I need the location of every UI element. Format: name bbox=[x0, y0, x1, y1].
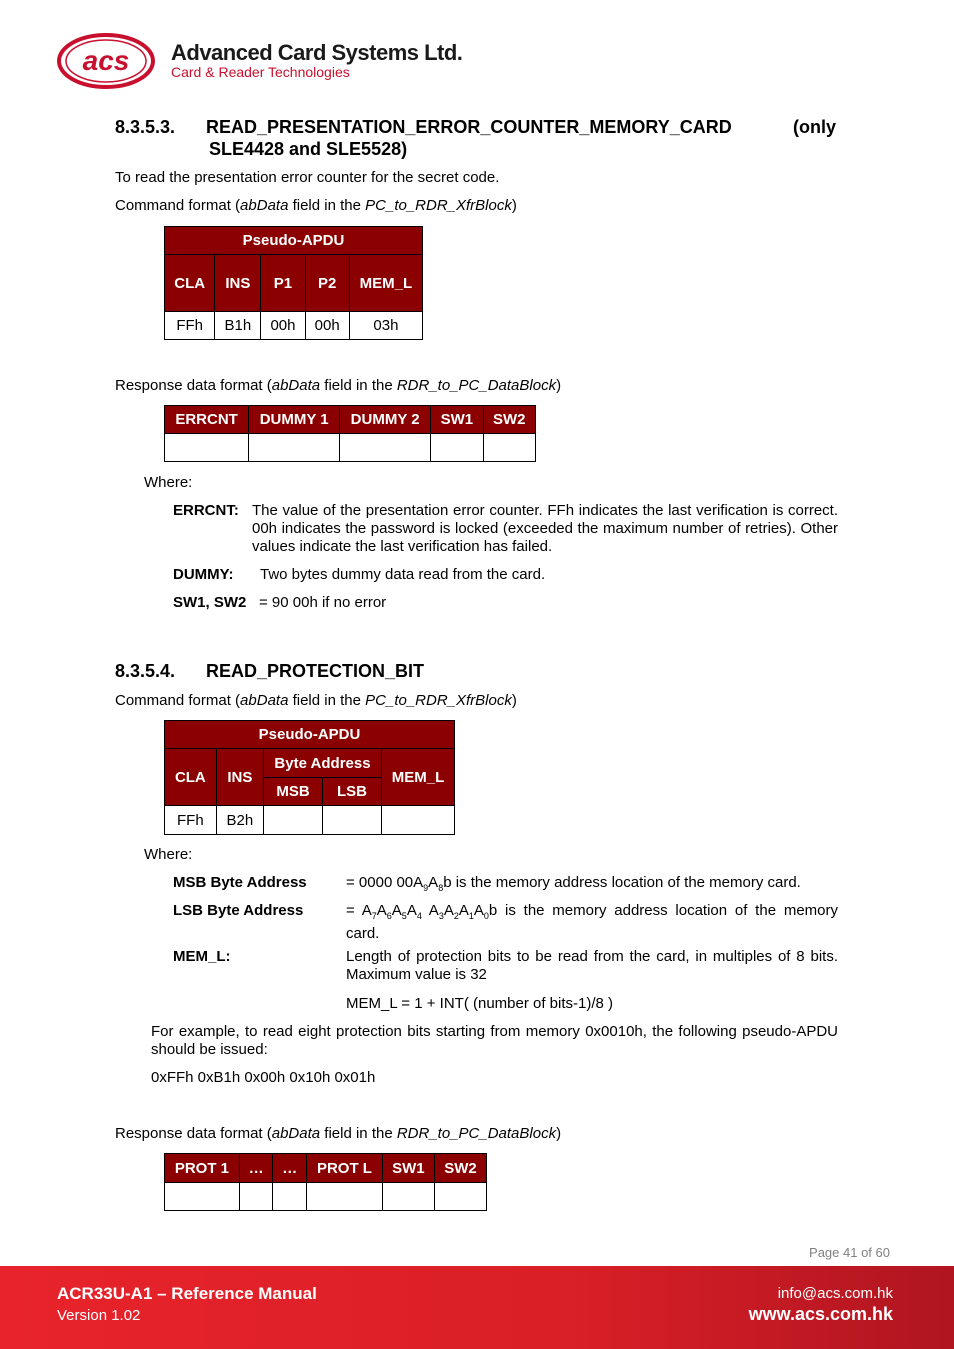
table-caption: Pseudo-APDU bbox=[165, 721, 455, 749]
table-header: PROT L bbox=[307, 1154, 383, 1183]
section-title-line2: SLE4428 and SLE5528) bbox=[209, 139, 408, 159]
footer-bar bbox=[0, 1266, 954, 1349]
page-number: Page 41 of 60 bbox=[809, 1245, 890, 1260]
errcnt-description: The value of the presentation error counter. FFh indicates the last verification is correct. 00h indicates the password is locked (exceeded the maximum number of retries). Other values indicate the last verification has failed. bbox=[252, 502, 838, 555]
table-header: P2 bbox=[305, 255, 349, 312]
response-format-text: Response data format (abData field in the RDR_to_PC_DataBlock) bbox=[115, 1125, 562, 1142]
table-cell bbox=[431, 434, 483, 462]
table-cell bbox=[165, 434, 249, 462]
logo-text: acs bbox=[82, 45, 130, 76]
company-tagline: Card & Reader Technologies bbox=[171, 64, 350, 80]
meml-term: MEM_L: bbox=[173, 948, 231, 965]
table-header: MSB bbox=[264, 778, 323, 806]
table-cell bbox=[434, 1183, 486, 1211]
section-number: 8.3.5.4. bbox=[115, 661, 176, 681]
table-header: SW2 bbox=[483, 406, 535, 434]
footer-email[interactable]: info@acs.com.hk bbox=[777, 1285, 893, 1302]
footer-website[interactable]: www.acs.com.hk bbox=[748, 1304, 893, 1324]
msb-description: = 0000 $00A_9A_8b$ is the memory address location of the memory card. bbox=[346, 874, 801, 893]
where-label: Where: bbox=[144, 846, 193, 863]
table-cell: 00h bbox=[305, 312, 349, 340]
lsb-term: LSB Byte Address bbox=[173, 902, 304, 919]
table-header: LSB bbox=[323, 778, 382, 806]
errcnt-term: ERRCNT: bbox=[173, 502, 239, 519]
example-text: For example, to read eight protection bits starting from memory 0x0010h, the following pseudo-APDU should be issued: bbox=[151, 1023, 838, 1058]
table-cell bbox=[382, 806, 455, 835]
table-header: ERRCNT bbox=[165, 406, 249, 434]
table-cell bbox=[273, 1183, 307, 1211]
section-title: READ_PROTECTION_BIT bbox=[206, 661, 425, 681]
sw-term: SW1, SW2 bbox=[173, 594, 247, 611]
table-cell bbox=[307, 1183, 383, 1211]
table-cell: FFh bbox=[165, 806, 217, 835]
table-cell bbox=[323, 806, 382, 835]
section-number: 8.3.5.3. bbox=[115, 117, 176, 137]
table-cell: B2h bbox=[216, 806, 263, 835]
table-cell bbox=[165, 1183, 240, 1211]
table-header: SW2 bbox=[434, 1154, 486, 1183]
table-header: SW1 bbox=[431, 406, 483, 434]
table-header: MEM_L bbox=[382, 749, 455, 806]
where-label: Where: bbox=[144, 474, 193, 491]
table-header: DUMMY 1 bbox=[249, 406, 340, 434]
sw-description: = 90 00h if no error bbox=[259, 594, 387, 611]
response-table bbox=[164, 1153, 487, 1211]
table-header: INS bbox=[215, 255, 261, 312]
table-cell: FFh bbox=[165, 312, 215, 340]
response-format-text: Response data format (abData field in the RDR_to_PC_DataBlock) bbox=[115, 377, 562, 394]
table-cell bbox=[249, 434, 340, 462]
table-header: … bbox=[239, 1154, 273, 1183]
document-version: Version 1.02 bbox=[57, 1307, 141, 1324]
table-header: PROT 1 bbox=[165, 1154, 240, 1183]
table-header: SW1 bbox=[382, 1154, 434, 1183]
table-cell bbox=[239, 1183, 273, 1211]
command-table bbox=[164, 226, 423, 340]
table-cell bbox=[382, 1183, 434, 1211]
meml-formula: MEM_L = 1 + INT( (number of bits-1)/8 ) bbox=[346, 995, 614, 1012]
dummy-term: DUMMY: bbox=[173, 566, 234, 583]
table-cell: 03h bbox=[349, 312, 422, 340]
table-cell: 00h bbox=[261, 312, 305, 340]
meml-description: Length of protection bits to be read from the card, in multiples of 8 bits. Maximum value is 32 bbox=[346, 948, 838, 983]
table-header: DUMMY 2 bbox=[340, 406, 431, 434]
command-format-text: Command format (abData field in the PC_to_RDR_XfrBlock) bbox=[115, 197, 517, 214]
section-intro: To read the presentation error counter for the secret code. bbox=[115, 169, 500, 186]
table-caption: Pseudo-APDU bbox=[165, 227, 423, 255]
document-title: ACR33U-A1 – Reference Manual bbox=[57, 1284, 317, 1303]
section-title-only: (only bbox=[793, 117, 836, 137]
command-format-text: Command format (abData field in the PC_to_RDR_XfrBlock) bbox=[115, 692, 517, 709]
command-table bbox=[164, 720, 455, 835]
msb-term: MSB Byte Address bbox=[173, 874, 307, 891]
table-header: P1 bbox=[261, 255, 305, 312]
company-name: Advanced Card Systems Ltd. bbox=[171, 40, 463, 65]
table-header: CLA bbox=[165, 749, 217, 806]
table-header: INS bbox=[216, 749, 263, 806]
lsb-description: = $A_7A_6A_5A_4$ $A_3A_2A_1A_0b$ is the memory address location of the memory card. bbox=[346, 902, 838, 942]
response-table bbox=[164, 405, 536, 462]
table-header: MEM_L bbox=[349, 255, 422, 312]
table-cell bbox=[264, 806, 323, 835]
section-title: READ_PRESENTATION_ERROR_COUNTER_MEMORY_CARD bbox=[206, 117, 732, 137]
table-header: … bbox=[273, 1154, 307, 1183]
table-header: CLA bbox=[165, 255, 215, 312]
table-cell: B1h bbox=[215, 312, 261, 340]
table-header: Byte Address bbox=[264, 749, 382, 778]
table-cell bbox=[340, 434, 431, 462]
dummy-description: Two bytes dummy data read from the card. bbox=[260, 566, 546, 583]
example-command: 0xFFh 0xB1h 0x00h 0x10h 0x01h bbox=[151, 1069, 376, 1086]
acs-logo-oval bbox=[56, 32, 156, 90]
table-cell bbox=[483, 434, 535, 462]
